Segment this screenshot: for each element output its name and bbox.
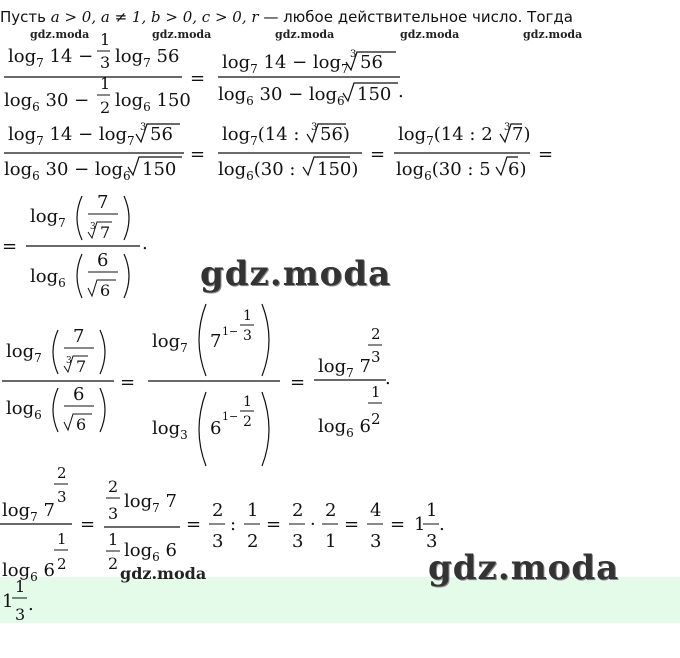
svg-text:2: 2 (100, 98, 111, 117)
svg-text:3: 3 (311, 122, 318, 133)
svg-text:log6(30 : 5: $\log_6(30$ : 5 (396, 159, 491, 183)
svg-text:2: 2 (325, 500, 337, 521)
svg-text:6: 6 (97, 250, 109, 271)
intro-suffix: — любое действительное число. Тогда (258, 8, 573, 26)
svg-text:1: 1 (247, 500, 259, 521)
equation-line-3 (2, 192, 148, 300)
svg-text:2: 2 (57, 464, 67, 482)
watermark-small: gdz.moda (400, 28, 460, 41)
svg-text:1: 1 (57, 530, 67, 548)
svg-text:log7(14 : 2: $\log_7(14$ : 2 (398, 124, 493, 148)
svg-text:log7: $\log_7$ (6, 341, 42, 365)
svg-text:3: 3 (90, 222, 96, 232)
svg-text:log6: $\log_6$ (6, 398, 42, 422)
watermark-small: gdz.moda (120, 564, 207, 583)
answer-whole: 1 (2, 591, 14, 612)
svg-text:=: = (370, 144, 386, 165)
svg-text:1: 1 (371, 383, 381, 401)
svg-text:=: = (538, 144, 554, 165)
svg-text:7: 7 (100, 223, 111, 242)
svg-text:7: 7 (73, 326, 85, 347)
svg-text:log7 7: $\log_7 7$ (318, 356, 371, 380)
svg-text:.: . (142, 233, 148, 254)
svg-text:=: = (266, 514, 282, 535)
svg-text:log6 30 − log6: $\log_6 30 - \log_6$ (4, 159, 131, 183)
svg-text:6): 6) (508, 159, 527, 180)
answer-denominator: 3 (15, 605, 26, 624)
svg-text:1: 1 (108, 530, 119, 549)
svg-text:.: . (385, 368, 391, 389)
svg-text:1: 1 (325, 531, 337, 552)
svg-text:2: 2 (212, 500, 224, 521)
svg-text:=: = (190, 68, 206, 89)
svg-text:.: . (398, 81, 404, 102)
svg-text::: : (230, 514, 237, 535)
svg-text:150): 150) (317, 159, 359, 180)
svg-text:3: 3 (504, 122, 511, 133)
equation-line-1 (4, 30, 404, 117)
svg-text:2: 2 (243, 414, 252, 430)
svg-text:log7: $\log_7$ (152, 331, 188, 355)
intro-conditions: a > 0, a ≠ 1, b > 0, c > 0, r (50, 8, 259, 26)
svg-text:6: 6 (76, 415, 87, 434)
svg-text:2: 2 (108, 554, 119, 573)
svg-text:3: 3 (350, 49, 357, 60)
answer-numerator: 1 (15, 577, 26, 596)
svg-text:2: 2 (108, 477, 119, 496)
svg-text:150: 150 (142, 159, 177, 180)
svg-text:log6 30 − log6: $\log_6 30 - \log_6$ (218, 84, 345, 108)
svg-text:3: 3 (243, 328, 252, 344)
equation-line-5 (0, 464, 445, 584)
watermark-small: gdz.moda (523, 28, 583, 41)
equation-line-2 (4, 122, 553, 183)
watermark-small: gdz.moda (275, 28, 335, 41)
svg-text:3: 3 (57, 488, 67, 506)
svg-text:150: 150 (357, 84, 392, 105)
equation-line-4 (2, 304, 391, 466)
svg-text:7: 7 (210, 331, 222, 352)
svg-text:2: 2 (247, 531, 259, 552)
svg-text:1: 1 (100, 30, 111, 49)
svg-text:3: 3 (371, 348, 381, 366)
svg-text:log7 14 − log7: $\log_7 14 - \log_7$ (8, 124, 135, 148)
svg-text:7): 7) (512, 124, 531, 145)
svg-text:1: 1 (243, 308, 252, 324)
svg-text:log6 6: $\log_6 6$ (2, 560, 55, 584)
watermark-large: gdz.moda (428, 548, 620, 588)
svg-text:1: 1 (100, 74, 111, 93)
svg-text:log6 6: $\log_6 6$ (124, 540, 177, 564)
svg-text:log6(30 :: $\log_6(30$ : (218, 159, 296, 183)
svg-text:=: = (390, 514, 406, 535)
svg-text:3: 3 (370, 531, 382, 552)
svg-text:1−: 1− (222, 325, 239, 338)
svg-text:=: = (344, 514, 360, 535)
svg-text:1: 1 (414, 514, 426, 535)
svg-text:1−: 1− (222, 410, 239, 423)
svg-text:3: 3 (292, 531, 304, 552)
svg-text:log7 7: $\log_7 7$ (124, 491, 177, 515)
svg-text:=: = (186, 514, 202, 535)
svg-text:6: 6 (210, 418, 222, 439)
svg-text:log6 6: $\log_6 6$ (318, 416, 371, 440)
svg-text:1: 1 (243, 394, 252, 410)
svg-text:3: 3 (66, 356, 72, 366)
intro-prefix: Пусть (0, 8, 51, 26)
svg-text:=: = (290, 372, 306, 393)
svg-text:.: . (439, 514, 445, 535)
svg-text:log6 150: $\log_6 150$ (115, 90, 191, 114)
svg-text:2: 2 (292, 500, 304, 521)
svg-text:log7 14 − log7: $\log_7 14 - \log_7$ (222, 52, 349, 76)
svg-text:log7: $\log_7$ (30, 206, 66, 230)
svg-text:·: · (310, 514, 316, 535)
final-answer (2, 577, 34, 624)
svg-text:log7 7: $\log_7 7$ (2, 500, 55, 524)
svg-text:6: 6 (100, 281, 111, 300)
svg-text:7: 7 (97, 192, 109, 213)
svg-text:log7 56: $\log_7 56$ (115, 46, 180, 70)
svg-text:56: 56 (150, 124, 173, 145)
svg-text:log3: $\log_3$ (152, 418, 188, 442)
svg-text:3: 3 (140, 122, 147, 133)
svg-text:7: 7 (76, 357, 87, 376)
svg-text:=: = (2, 236, 18, 257)
watermark-small: gdz.moda (30, 28, 90, 41)
svg-text:2: 2 (371, 325, 381, 343)
svg-text:log7(14 :: $\log_7(14$ : (222, 124, 300, 148)
svg-text:6: 6 (73, 384, 85, 405)
svg-text:=: = (190, 144, 206, 165)
svg-text:.: . (28, 594, 34, 615)
svg-text:56: 56 (360, 52, 383, 73)
svg-text:2: 2 (371, 410, 381, 428)
svg-text:log6 30 −: $\log_6 30$ − (4, 90, 90, 114)
svg-text:3: 3 (100, 53, 111, 72)
svg-text:1: 1 (426, 500, 438, 521)
svg-text:3: 3 (108, 504, 119, 523)
watermark-small: gdz.moda (152, 28, 212, 41)
svg-text:3: 3 (212, 531, 224, 552)
svg-text:log6: $\log_6$ (30, 266, 66, 290)
svg-text:4: 4 (370, 500, 382, 521)
svg-text:=: = (120, 372, 136, 393)
watermark-large: gdz.moda (200, 254, 392, 294)
svg-text:log7 14 −: $\log_7 14$ − (8, 46, 94, 70)
svg-text:=: = (80, 514, 96, 535)
svg-text:2: 2 (57, 555, 67, 573)
svg-text:56): 56) (320, 124, 350, 145)
svg-text:3: 3 (426, 531, 438, 552)
